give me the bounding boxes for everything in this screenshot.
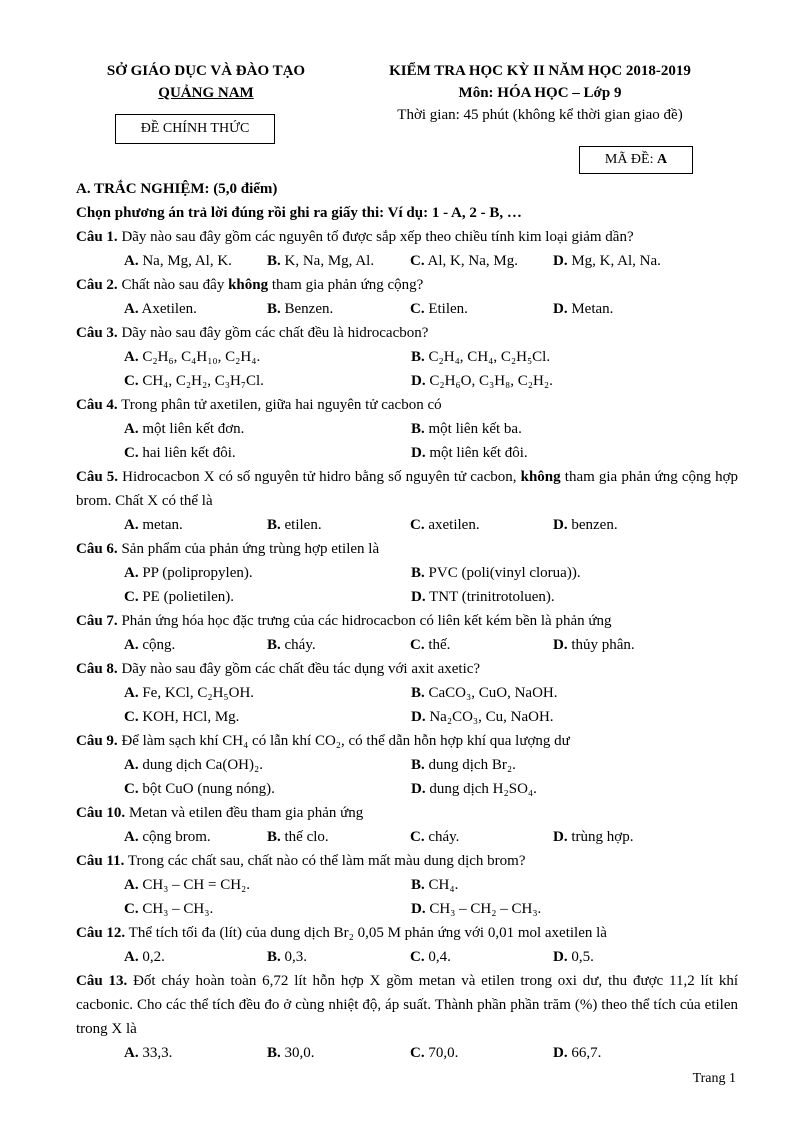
section-instruction: Chọn phương án trả lời đúng rồi ghi ra giấy thi: Ví dụ: 1 - A, 2 - B, … (76, 205, 522, 221)
question-number: Câu 3. (76, 325, 118, 341)
option-b: B. 30,0. (267, 1045, 315, 1061)
question-text: Hidrocacbon X có số nguyên tử hidro bằng số nguyên tử cacbon, (122, 469, 517, 485)
question-7 (76, 609, 738, 657)
option-a: A. cộng. (124, 637, 176, 653)
question-text: Thể tích tối đa (lít) của dung dịch Br₂ 0,05 M phản ứng với 0,01 mol axetilen là (128, 925, 607, 941)
exam-code-box (579, 146, 693, 174)
exam-time: Thời gian: 45 phút (không kể thời gian giao đề) (397, 107, 683, 123)
question-text: Sản phẩm của phản ứng trùng hợp etilen là (121, 541, 380, 557)
question-12 (76, 921, 738, 969)
option-d: D. CH₃ – CH₂ – CH₃. (411, 901, 542, 917)
question-3 (76, 321, 738, 393)
question-number: Câu 5. (76, 469, 119, 485)
question-number: Câu 7. (76, 613, 118, 629)
province-name: QUẢNG NAM (158, 85, 254, 101)
option-c: C. CH₄, C₂H₂, C₃H₇Cl. (124, 373, 264, 389)
question-number: Câu 6. (76, 541, 118, 557)
option-d: D. Metan. (553, 301, 614, 317)
question-text: Trong các chất sau, chất nào có thể làm mất màu dung dịch brom? (127, 853, 526, 869)
option-a: A. 0,2. (124, 949, 165, 965)
option-d: D. dung dịch H₂SO₄. (411, 781, 537, 797)
exam-title: KIỂM TRA HỌC KỲ II NĂM HỌC 2018-2019 (389, 63, 691, 79)
section-title: A. TRẮC NGHIỆM: (5,0 điểm) (76, 181, 278, 197)
option-b: B. thế clo. (267, 829, 329, 845)
question-6 (76, 537, 738, 609)
option-b: B. cháy. (267, 637, 316, 653)
question-number: Câu 9. (76, 733, 118, 749)
question-text: Để làm sạch khí CH₄ có lẫn khí CO₂, có thể dẫn hỗn hợp khí qua lượng dư (121, 733, 570, 749)
official-exam-box: ĐỀ CHÍNH THỨC (115, 114, 275, 144)
option-a: A. dung dịch Ca(OH)₂. (124, 757, 263, 773)
question-text: Đốt cháy hoàn toàn 6,72 lít hỗn hợp X gồm metan và etilen trong oxi dư, thu được 11,2 lít khí cacbonic. Cho các thể tích đều đo ở cùng nhiệt độ, áp suất. Thành phần phần trăm (%) theo thể tích của etilen trong X là (76, 973, 738, 1037)
question-1 (76, 225, 738, 273)
question-number: Câu 2. (76, 277, 118, 293)
option-a: A. PP (polipropylen). (124, 565, 253, 581)
option-d: D. 0,5. (553, 949, 594, 965)
question-13 (76, 969, 738, 1065)
option-b: B. 0,3. (267, 949, 308, 965)
question-text: Metan và etilen đều tham gia phản ứng (128, 805, 364, 821)
option-a: A. một liên kết đơn. (124, 421, 245, 437)
option-c: C. 70,0. (410, 1045, 459, 1061)
option-d: D. trùng hợp. (553, 829, 634, 845)
question-text: Dãy nào sau đây gồm các chất đều tác dụng với axit axetic? (121, 661, 481, 677)
option-b: B. CH₄. (411, 877, 459, 893)
option-c: C. Al, K, Na, Mg. (410, 253, 518, 269)
question-11 (76, 849, 738, 921)
option-b: B. CaCO₃, CuO, NaOH. (411, 685, 558, 701)
department-name: SỞ GIÁO DỤC VÀ ĐÀO TẠO (106, 63, 306, 79)
exam-code-value: A (657, 152, 668, 167)
question-text: Chất nào sau đây (121, 277, 225, 293)
option-a: A. Na, Mg, Al, K. (124, 253, 232, 269)
page-number: Trang 1 (692, 1071, 736, 1086)
option-b: B. C₂H₄, CH₄, C₂H₅Cl. (411, 349, 551, 365)
question-number: Câu 13. (76, 973, 128, 989)
question-number: Câu 1. (76, 229, 118, 245)
option-a: A. Axetilen. (124, 301, 197, 317)
exam-header (360, 60, 720, 126)
option-d: D. TNT (trinitrotoluen). (411, 589, 555, 605)
option-d: D. Mg, K, Al, Na. (553, 253, 661, 269)
option-d: D. 66,7. (553, 1045, 602, 1061)
option-a: A. cộng brom. (124, 829, 211, 845)
option-c: C. PE (polietilen). (124, 589, 234, 605)
option-b: B. PVC (poli(vinyl clorua)). (411, 565, 581, 581)
option-a: A. 33,3. (124, 1045, 173, 1061)
option-c: C. 0,4. (410, 949, 451, 965)
option-c: C. KOH, HCl, Mg. (124, 709, 240, 725)
option-c: C. CH₃ – CH₃. (124, 901, 214, 917)
question-2 (76, 273, 738, 321)
option-c: C. Etilen. (410, 301, 468, 317)
option-a: A. metan. (124, 517, 183, 533)
option-b: B. etilen. (267, 517, 322, 533)
question-number: Câu 10. (76, 805, 126, 821)
question-4 (76, 393, 738, 465)
option-d: D. C₂H₆O, C₃H₈, C₂H₂. (411, 373, 553, 389)
question-10 (76, 801, 738, 849)
question-number: Câu 12. (76, 925, 126, 941)
option-d: D. benzen. (553, 517, 618, 533)
question-text: Dãy nào sau đây gồm các nguyên tố được sắp xếp theo chiều tính kim loại giảm dần? (121, 229, 634, 245)
exam-code-label: MÃ ĐỀ: (604, 152, 657, 167)
question-keyword: không (520, 469, 561, 485)
question-text: Phản ứng hóa học đặc trưng của các hidrocacbon có liên kết kém bền là phản ứng (121, 613, 612, 629)
option-c: C. bột CuO (nung nóng). (124, 781, 275, 797)
question-number: Câu 8. (76, 661, 118, 677)
option-d: D. một liên kết đôi. (411, 445, 528, 461)
exam-subject: Môn: HÓA HỌC – Lớp 9 (458, 85, 622, 101)
question-keyword: không (228, 277, 269, 293)
option-c: C. axetilen. (410, 517, 480, 533)
option-c: C. thế. (410, 637, 451, 653)
option-b: B. dung dịch Br₂. (411, 757, 516, 773)
question-number: Câu 4. (76, 397, 118, 413)
option-b: B. K, Na, Mg, Al. (267, 253, 375, 269)
option-b: B. một liên kết ba. (411, 421, 522, 437)
option-a: A. Fe, KCl, C₂H₅OH. (124, 685, 255, 701)
exam-body (76, 177, 738, 1065)
option-c: C. cháy. (410, 829, 460, 845)
department-header (78, 60, 334, 104)
option-d: D. Na₂CO₃, Cu, NaOH. (411, 709, 554, 725)
question-text: Trong phân tử axetilen, giữa hai nguyên tử cacbon có (121, 397, 442, 413)
question-5 (76, 465, 738, 537)
option-c: C. hai liên kết đôi. (124, 445, 236, 461)
option-b: B. Benzen. (267, 301, 334, 317)
question-text: Dãy nào sau đây gồm các chất đều là hidrocacbon? (121, 325, 429, 341)
option-a: A. C₂H₆, C₄H₁₀, C₂H₄. (124, 349, 261, 365)
question-8 (76, 657, 738, 729)
option-a: A. CH₃ – CH = CH₂. (124, 877, 251, 893)
question-number: Câu 11. (76, 853, 125, 869)
question-9 (76, 729, 738, 801)
question-text: tham gia phản ứng cộng hợp brom. Chất X có thể là (76, 469, 739, 509)
question-text: tham gia phản ứng cộng? (271, 277, 424, 293)
option-d: D. thủy phân. (553, 637, 635, 653)
